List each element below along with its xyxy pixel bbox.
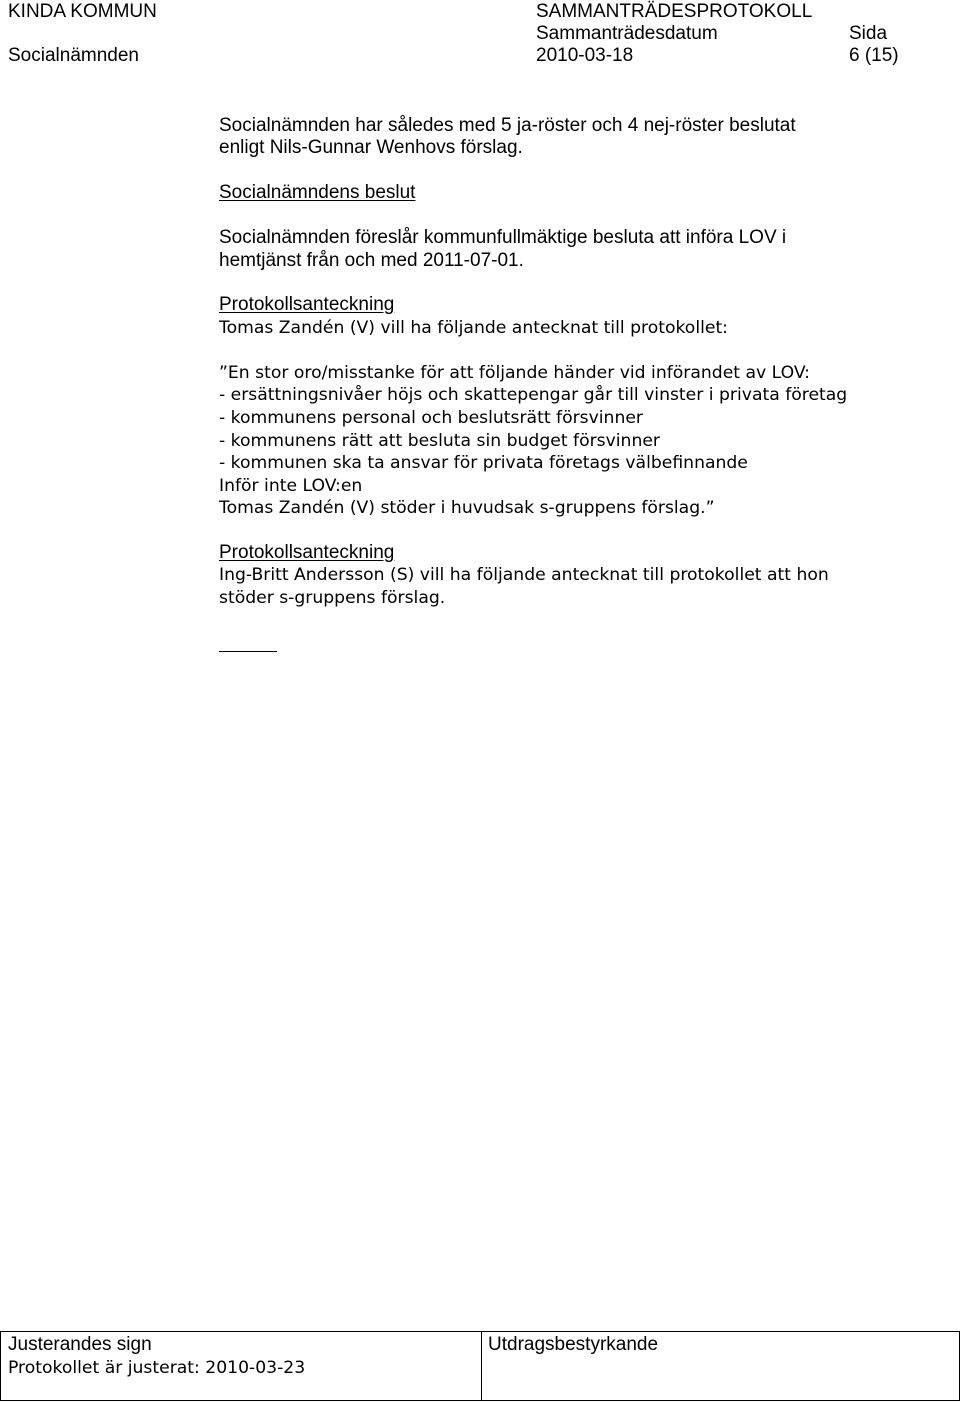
section-end-rule <box>219 651 277 652</box>
note-2-line-1: Ing-Britt Andersson (S) vill ha följande antecknat till protokollet att hon <box>219 565 829 585</box>
vote-result-line-1: Socialnämnden har således med 5 ja-röster och 4 nej-röster beslutat <box>219 115 796 136</box>
decision-line-2: hemtjänst från och med 2011-07-01. <box>219 250 524 271</box>
page-number: 6 (15) <box>849 45 899 66</box>
note-2-heading: Protokollsanteckning <box>219 542 395 563</box>
board-name: Socialnämnden <box>8 45 139 66</box>
note-1-quote-line: ”En stor oro/misstanke för att följande händer vid införandet av LOV: <box>219 363 810 383</box>
organization-name: KINDA KOMMUN <box>8 1 157 22</box>
note-1-heading: Protokollsanteckning <box>219 294 395 315</box>
vote-result-line-2: enligt Nils-Gunnar Wenhovs förslag. <box>219 137 523 158</box>
sign-label: Justerandes sign <box>8 1334 152 1355</box>
note-1-quote-line: - kommunens personal och beslutsrätt försvinner <box>219 408 643 428</box>
decision-heading: Socialnämndens beslut <box>219 182 416 203</box>
note-1-quote-line: - kommunen ska ta ansvar för privata företags välbefinnande <box>219 453 748 473</box>
note-1-quote-line: - kommunens rätt att besluta sin budget försvinner <box>219 431 660 451</box>
footer-divider <box>481 1331 482 1400</box>
note-1-intro: Tomas Zandén (V) vill ha följande antecknat till protokollet: <box>219 318 728 338</box>
note-1-quote-line: Tomas Zandén (V) stöder i huvudsak s-gruppens förslag.” <box>219 498 715 518</box>
page-label: Sida <box>849 23 888 44</box>
note-1-quote-line: Inför inte LOV:en <box>219 476 363 496</box>
extract-certification-label: Utdragsbestyrkande <box>488 1334 659 1355</box>
meeting-date-label: Sammanträdesdatum <box>536 23 718 44</box>
note-2-line-2: stöder s-gruppens förslag. <box>219 588 446 608</box>
decision-line-1: Socialnämnden föreslår kommunfullmäktige besluta att införa LOV i <box>219 227 787 248</box>
meeting-date: 2010-03-18 <box>536 45 634 66</box>
document-type: SAMMANTRÄDESPROTOKOLL <box>536 1 813 22</box>
note-1-quote-line: - ersättningsnivåer höjs och skattepengar går till vinster i privata företag <box>219 385 848 405</box>
adjusted-date: Protokollet är justerat: 2010-03-23 <box>8 1358 306 1378</box>
